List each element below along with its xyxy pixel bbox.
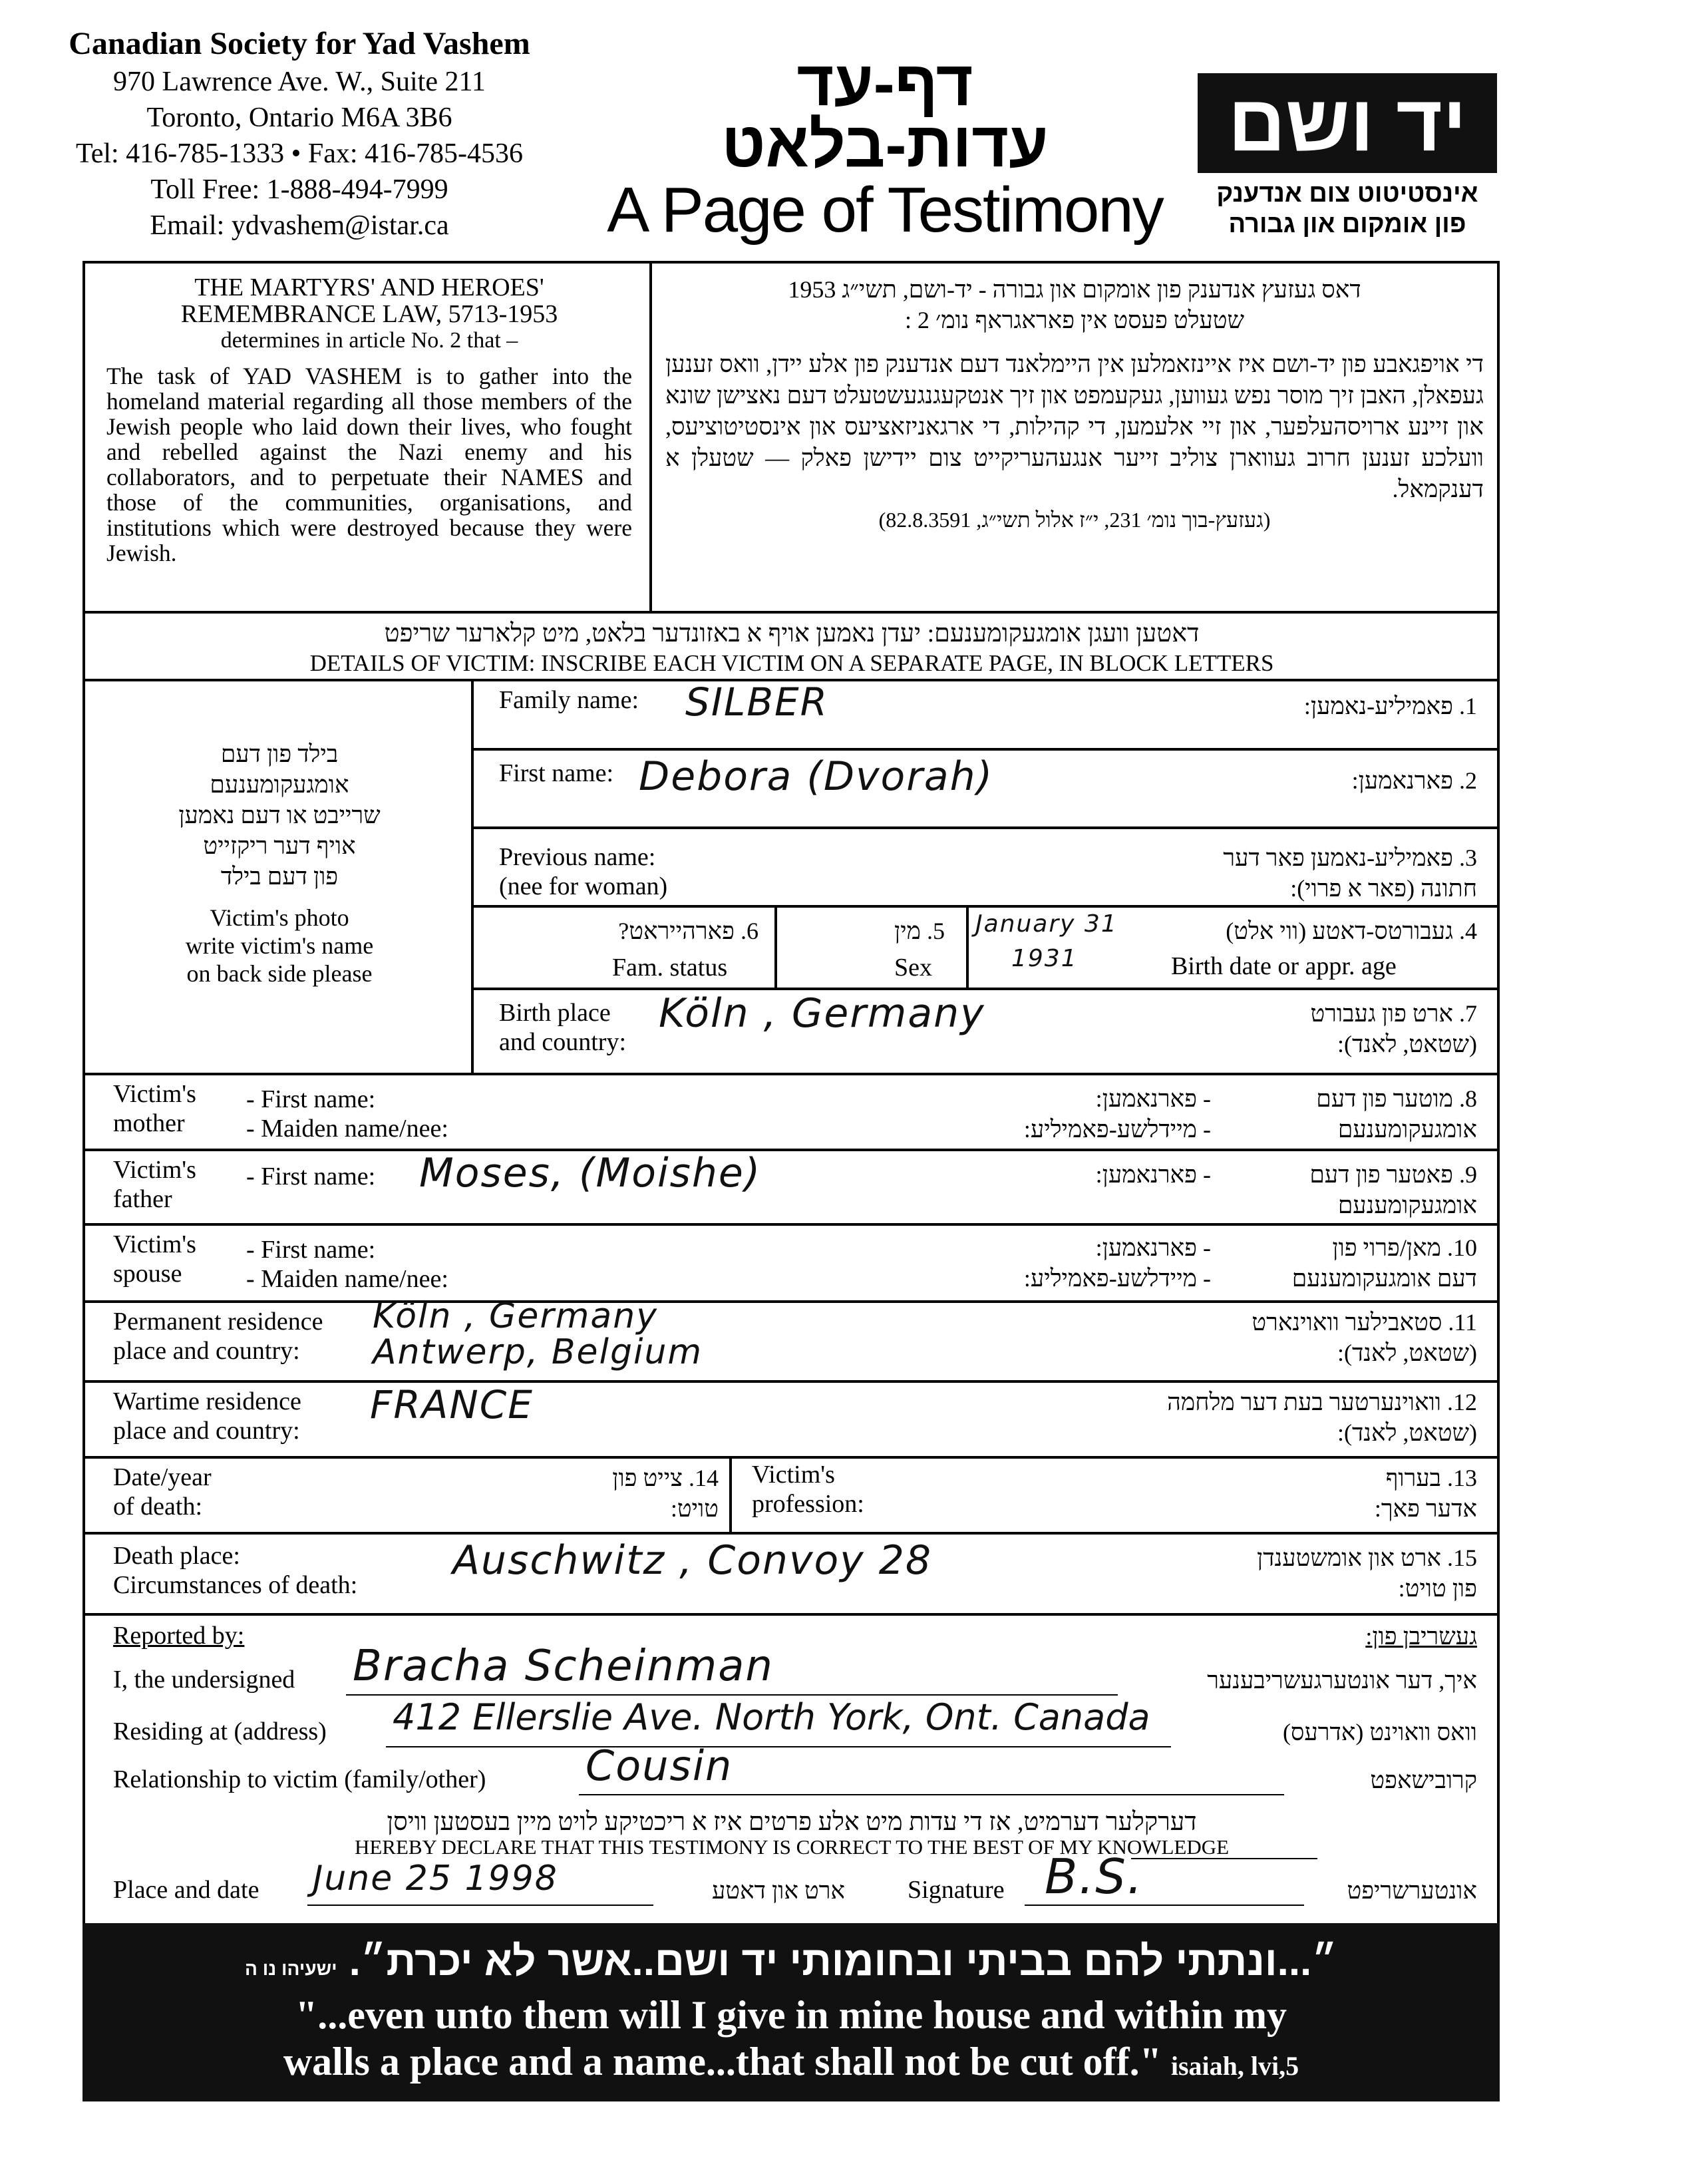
spouse-label-1: Victim's (113, 1230, 196, 1258)
row13-divider (729, 1456, 732, 1532)
wartime-residence-heb-2: (שטאט, לאנד): (1337, 1419, 1477, 1446)
details-hebrew: דאטען וועגן אומגעקומענעם: יעדן נאמען אויף א באזונדער בלאט, מיט קלארער שריפט (384, 620, 1200, 647)
undersigned-heb: איך, דער אונטערגעשריבענער (1207, 1667, 1477, 1694)
address-field[interactable]: 412 Ellerslie Ave. North York, Ont. Canada (393, 1696, 1150, 1738)
first-name-field[interactable]: Debora (Dvorah) (639, 753, 994, 800)
death-place-heb-1: 15. ארט און אומשטענדן (1257, 1545, 1477, 1571)
mother-label-1: Victim's (113, 1080, 196, 1108)
mother-maiden-name-label: - Maiden name/nee: (246, 1115, 448, 1143)
declare-english: HEREBY DECLARE THAT THIS TESTIMONY IS CORRECT TO THE BEST OF MY KNOWLEDGE (354, 1835, 1230, 1859)
law-heb-head1: דאס געזעץ אנדענק פון אומקום און גבורה - יד-ושם, תשי״ג 1953 (788, 276, 1361, 303)
org-tollfree: Toll Free: 1-888-494-7999 (150, 174, 448, 205)
row-line-4 (471, 988, 1500, 990)
death-date-heb (519, 1463, 719, 1524)
signature-underline (1025, 1905, 1304, 1906)
footer-heb-ref: ישעיהו נו ה (245, 1958, 337, 1979)
org-email: Email: ydvashem@istar.ca (150, 210, 449, 241)
law-en-head2: REMEMBRANCE LAW, 5713-1953 (180, 300, 558, 328)
place-date-field[interactable]: June 25 1998 (313, 1859, 558, 1899)
title-hebrew-1: דף-עד (796, 48, 973, 119)
wartime-residence-label-2: place and country: (113, 1417, 300, 1445)
previous-name-heb (998, 842, 1477, 904)
photo-heb1: בילד פון דעם (220, 741, 339, 767)
wartime-residence-label (113, 1387, 301, 1445)
row-line-1 (471, 748, 1500, 751)
footer-banner (83, 1923, 1500, 2101)
profession-field[interactable] (905, 1464, 1198, 1524)
first-name-label: First name: (499, 759, 614, 787)
footer-heb-row (83, 1936, 1500, 1987)
org-address-block (27, 24, 572, 244)
title-hebrew-2: עדות-בלאט (721, 109, 1049, 180)
profession-label-2: profession: (752, 1490, 864, 1518)
previous-name-heb-2: חתונה (פאר א פרוי): (1290, 875, 1477, 902)
permanent-residence-heb-1: 11. סטאבילער וואוינארט (1252, 1309, 1477, 1336)
section-line-b (83, 1149, 1500, 1151)
previous-name-label-2: (nee for woman) (499, 872, 668, 900)
mother-label-2: mother (113, 1109, 185, 1137)
section-line-d (83, 1300, 1500, 1303)
residing-heb: וואס וואוינט (אדרעס) (1282, 1719, 1477, 1745)
permanent-residence-heb (1065, 1307, 1477, 1368)
law-hebrew (665, 274, 1484, 534)
row-line-2 (471, 826, 1500, 829)
wartime-residence-label-1: Wartime residence (113, 1387, 301, 1415)
permanent-residence-field-1[interactable]: Köln , Germany (373, 1296, 658, 1336)
yad-vashem-logo (1198, 73, 1497, 173)
birth-date-label: Birth date or appr. age (1171, 952, 1397, 980)
death-place-label-2: Circumstances of death: (113, 1571, 358, 1599)
death-place-label (113, 1541, 357, 1600)
photo-heb5: פון דעם בילד (220, 863, 339, 890)
relationship-underline (579, 1794, 1284, 1795)
logo-sub-1: אינסטיטוט צום אנדענק (1216, 180, 1478, 208)
place-date-underline (307, 1905, 653, 1906)
father-heb (1224, 1159, 1477, 1220)
place-date-heb: ארט און דאטע (711, 1877, 845, 1904)
section-line-f (83, 1456, 1500, 1459)
photo-en3: on back side please (186, 960, 373, 987)
death-place-heb (1131, 1543, 1477, 1604)
death-date-field[interactable] (279, 1464, 559, 1524)
law-en-head1: THE MARTYRS' AND HEROES' (194, 273, 544, 301)
sex-heb: 5. מין (894, 918, 945, 944)
reported-by-label: Reported by: (113, 1622, 245, 1650)
birth-date-field-1[interactable]: January 31 (975, 910, 1118, 938)
permanent-residence-label-2: place and country: (113, 1337, 300, 1365)
birth-place-field[interactable]: Köln , Germany (659, 990, 985, 1037)
mother-mid-heb-2: - מיידלשע-פאמיליע: (1023, 1116, 1211, 1143)
previous-name-heb-1: 3. פאמיליע-נאמען פאר דער (1223, 844, 1477, 871)
law-en-body: The task of YAD VASHEM is to gather into the homeland material regarding all those members of the Jewish people who laid down their lives, who fought and rebelled against the Nazi enemy and his collaborators, and to perpetuate their NAMES and those of the communities, organisations, and institutions which were destroyed because they were Jewish. (106, 363, 632, 566)
row4-divider-1 (774, 905, 777, 988)
signature-field[interactable]: B.S. (1045, 1849, 1144, 1905)
section-line-e (83, 1380, 1500, 1383)
row-line-3 (471, 905, 1500, 908)
wartime-residence-field[interactable]: FRANCE (370, 1382, 534, 1427)
family-name-heb: 1. פאמיליע-נאמען: (1303, 693, 1477, 719)
footer-en-row2 (83, 2039, 1500, 2084)
mother-mid-heb (865, 1083, 1211, 1145)
birth-place-heb (1131, 998, 1477, 1059)
fam-status-label: Fam. status (612, 954, 728, 982)
father-label-1: Victim's (113, 1156, 196, 1184)
law-heb-head2: שטעלט פעסט אין פאראגראף נומ׳ 2 : (904, 307, 1245, 333)
first-name-heb: 2. פארנאמען: (1351, 767, 1477, 794)
birth-place-label (499, 998, 626, 1057)
permanent-residence-label (113, 1307, 323, 1365)
birth-place-label-1: Birth place (499, 999, 611, 1027)
relationship-label: Relationship to victim (family/other) (113, 1765, 486, 1793)
father-label-2: father (113, 1185, 172, 1213)
birth-date-heb: 4. געבורטס-דאטע (ווי אלט) (1226, 918, 1477, 944)
address-underline (386, 1746, 1171, 1747)
section-line-a (83, 1073, 1500, 1075)
footer-en2: walls a place and a name...that shall not be cut off." (283, 2040, 1162, 2084)
mother-first-name-label: - First name: (246, 1085, 376, 1113)
profession-label-1: Victim's (752, 1461, 835, 1489)
logo-sub-2: פון אומקום און גבורה (1228, 210, 1466, 238)
father-heb-2: אומגעקומענעם (1337, 1192, 1477, 1218)
father-mid-heb: - פארנאמען: (1095, 1161, 1211, 1188)
mother-heb (1224, 1083, 1477, 1145)
law-divider (649, 261, 652, 614)
photo-heb3: שרייבט או דעם נאמען (178, 802, 381, 828)
mother-heb-2: אומגעקומענעם (1337, 1116, 1477, 1143)
spouse-label-2: spouse (113, 1260, 182, 1288)
birth-place-label-2: and country: (499, 1028, 627, 1056)
logo-text: יד ושם (1228, 79, 1467, 168)
footer-en-ref: isaiah, lvi,5 (1170, 2051, 1299, 2081)
death-date-label-1: Date/year (113, 1463, 212, 1491)
father-label (113, 1155, 196, 1214)
title-block (599, 48, 1171, 246)
death-date-heb-2: טויט: (670, 1495, 719, 1522)
death-date-label (113, 1463, 212, 1521)
footer-en1: "...even unto them will I give in mine house and within my (295, 1993, 1287, 2037)
permanent-residence-field-2[interactable]: Antwerp, Belgium (373, 1332, 703, 1372)
law-heb-ref: (געזעץ-בוך נומ׳ 231, י״ז אלול תשי״ג, 82.8.3591) (878, 508, 1271, 532)
mother-heb-1: 8. מוטער פון דעם (1316, 1085, 1477, 1112)
profession-heb-2: אדער פאך: (1374, 1495, 1477, 1522)
birth-place-heb-1: 7. ארט פון געבורט (1310, 1000, 1477, 1027)
death-place-label-1: Death place: (113, 1542, 240, 1570)
permanent-residence-label-1: Permanent residence (113, 1308, 323, 1336)
profession-label (752, 1460, 864, 1519)
father-heb-1: 9. פאטער פון דעם (1309, 1161, 1477, 1188)
section-line-c (83, 1223, 1500, 1226)
sex-label: Sex (894, 954, 932, 982)
death-date-heb-1: 14. צייט פון (612, 1465, 719, 1491)
row4-divider-2 (966, 905, 969, 988)
signature-label: Signature (908, 1876, 1005, 1904)
relationship-heb: קרובישאפט (1370, 1767, 1477, 1793)
wartime-residence-heb-1: 12. וואוינערטער בעת דער מלחמה (1167, 1389, 1477, 1415)
law-heb-body: די אויפגאבע פון יד-ושם איז איינזאמלען אין היימלאנד דעם אנדענק פון אלע יידן, וואס זענען געפאלן, האבן זיך מוסר נפש געווען, געקעמפט און זיך אנטקעגנגעשטעלט דעם נאצישן שונא און זיינע ארויסהעלפער, און זיי אלעמען, די קהילות, די ארגאניזאציעס און אינסטיטוציעס, וועלכע זענען חרוב געווארן צוליב זייער אנגעהעריקייט צום יידישן פאלק — שטעלן א דענקמאל. (665, 351, 1484, 502)
spouse-heb (1224, 1232, 1477, 1294)
photo-divider (471, 679, 474, 1075)
residing-label: Residing at (address) (113, 1718, 327, 1745)
mother-label (113, 1079, 196, 1138)
mother-mid-heb-1: - פארנאמען: (1095, 1085, 1211, 1112)
wartime-residence-heb (998, 1387, 1477, 1448)
death-place-field[interactable]: Auschwitz , Convoy 28 (452, 1537, 933, 1584)
permanent-residence-heb-2: (שטאט, לאנד): (1337, 1340, 1477, 1366)
father-first-name-label: - First name: (246, 1163, 376, 1190)
photo-heb2: אומגעקומענעם (210, 771, 349, 798)
spouse-heb-1: 10. מאן/פרוי פון (1332, 1234, 1477, 1261)
section-line-h (83, 1613, 1500, 1616)
org-address2: Toronto, Ontario M6A 3B6 (146, 102, 452, 133)
details-english: DETAILS OF VICTIM: INSCRIBE EACH VICTIM ON A SEPARATE PAGE, IN BLOCK LETTERS (309, 650, 1274, 676)
place-date-label: Place and date (113, 1876, 259, 1904)
photo-en1: Victim's photo (210, 904, 349, 931)
law-english (106, 274, 632, 566)
family-name-field[interactable]: SILBER (685, 679, 828, 725)
org-address1: 970 Lawrence Ave. W., Suite 211 (113, 67, 486, 97)
reported-by-heb: געשריבן פון: (1365, 1623, 1477, 1650)
previous-name-label-1: Previous name: (499, 843, 656, 871)
father-first-name-field[interactable]: Moses, (Moishe) (419, 1150, 762, 1196)
death-place-heb-2: פון טויט: (1398, 1575, 1477, 1602)
section-line-g (83, 1532, 1500, 1535)
footer-heb: ״...ונתתי להם בביתי ובחומותי יד ושם..אשר לא יכרת״. (349, 1938, 1337, 1984)
birth-date-field-2[interactable]: 1931 (1011, 945, 1078, 972)
birth-place-heb-2: (שטאט, לאנד): (1337, 1031, 1477, 1057)
spouse-maiden-name-label: - Maiden name/nee: (246, 1265, 448, 1293)
spouse-first-name-label: - First name: (246, 1236, 376, 1264)
family-name-label: Family name: (499, 686, 639, 714)
spouse-label (113, 1230, 196, 1288)
spouse-mid-heb-2: - מיידלשע-פאמיליע: (1023, 1265, 1211, 1292)
law-en-head3: determines in article No. 2 that – (220, 328, 518, 353)
org-name: Canadian Society for Yad Vashem (69, 26, 530, 61)
declare-hebrew: דערקלער דערמיט, אז די עדות מיט אלע פרטים איז א ריכטיקע לויט מיין בעסטען וויסן (387, 1808, 1197, 1836)
spouse-mid-heb-1: - פארנאמען: (1095, 1234, 1211, 1261)
previous-name-label (499, 842, 667, 901)
declare-underline (1131, 1858, 1317, 1859)
relationship-field[interactable]: Cousin (586, 1741, 733, 1790)
spouse-heb-2: דעם אומגעקומענעם (1291, 1265, 1477, 1292)
death-date-label-2: of death: (113, 1493, 203, 1521)
reporter-name-field[interactable]: Bracha Scheinman (353, 1642, 774, 1691)
photo-area[interactable] (100, 739, 459, 988)
fam-status-heb: 6. פארהייראט? (618, 918, 758, 944)
org-phone: Tel: 416-785-1333 • Fax: 416-785-4536 (75, 138, 524, 169)
photo-en2: write victim's name (185, 932, 374, 959)
spouse-mid-heb (865, 1232, 1211, 1294)
signature-heb: אונטערשריפט (1347, 1877, 1477, 1904)
photo-heb4: אויף דער ריקזייט (203, 832, 356, 859)
undersigned-label: I, the undersigned (113, 1666, 295, 1694)
title-english: A Page of Testimony (607, 174, 1163, 246)
profession-heb (1224, 1463, 1477, 1524)
profession-heb-1: 13. בערוף (1385, 1465, 1477, 1491)
